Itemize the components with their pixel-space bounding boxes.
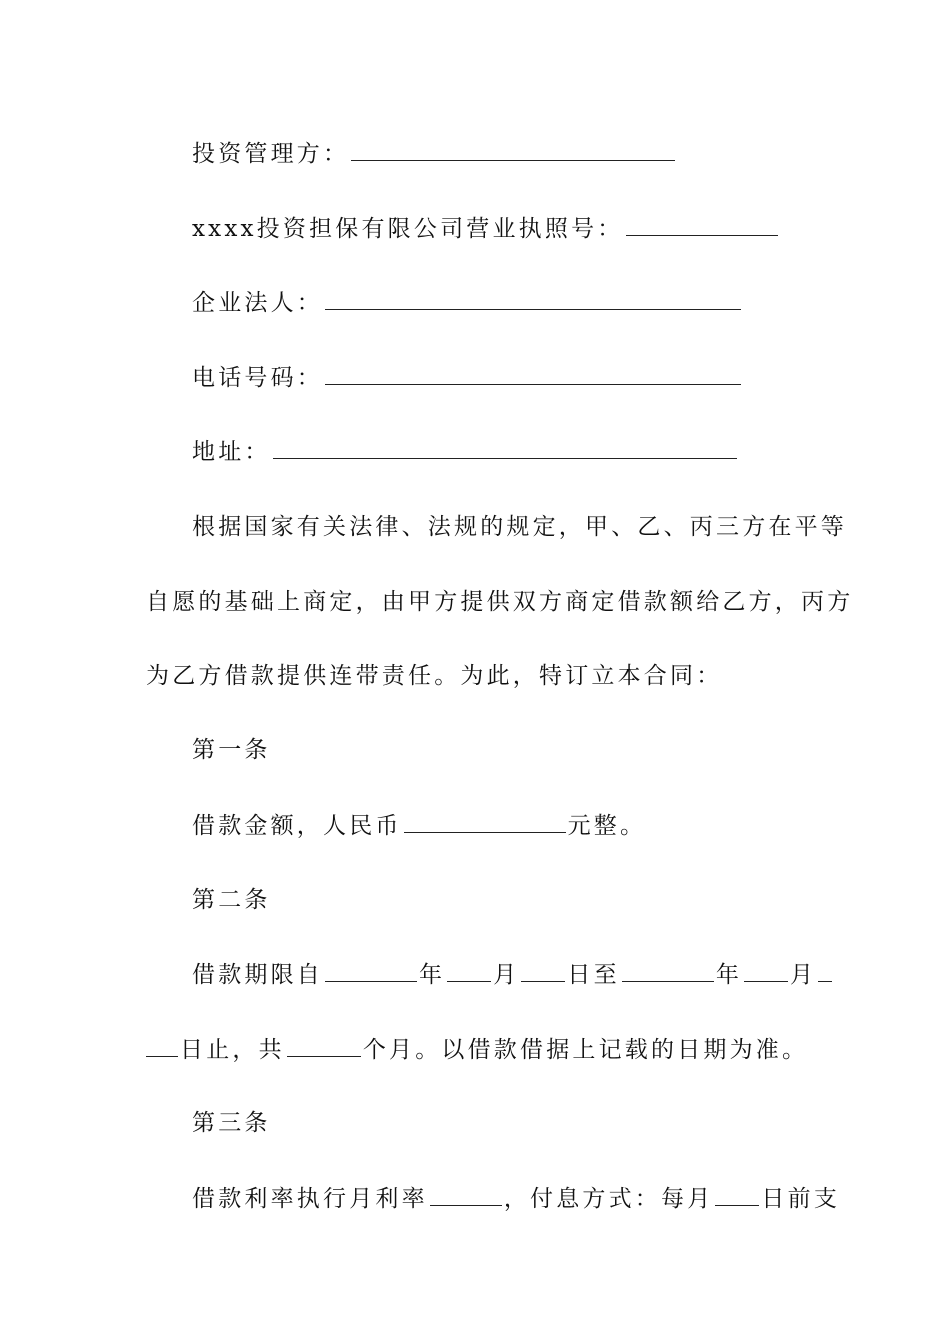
- end-year-blank[interactable]: [622, 959, 714, 982]
- monthly-rate-blank[interactable]: [430, 1183, 502, 1206]
- term-line-1: [192, 959, 834, 990]
- address-label: 地址：: [192, 439, 271, 465]
- day-to-label: 日至: [567, 962, 620, 988]
- start-month-blank[interactable]: [447, 959, 491, 982]
- end-month-blank[interactable]: [744, 959, 788, 982]
- rate-line: [192, 1183, 840, 1214]
- term-pre: 借款期限自: [192, 962, 323, 988]
- legal-person-blank[interactable]: [325, 287, 741, 310]
- start-month-label: 月: [493, 962, 520, 988]
- term-months: 个月。以借款借据上记载的日期为准。: [362, 1037, 809, 1063]
- manager-line: [192, 138, 677, 169]
- term-months-blank[interactable]: [287, 1034, 361, 1057]
- preamble-line-3: 为乙方借款提供连带责任。为此，特订立本合同：: [146, 663, 723, 689]
- loan-amount-post: 元整。: [567, 813, 647, 839]
- legal-person-label: 企业法人：: [192, 290, 323, 316]
- legal-person-line: [192, 287, 743, 318]
- license-line: [192, 213, 780, 244]
- end-year-label: 年: [715, 962, 743, 988]
- address-blank[interactable]: [273, 436, 737, 459]
- loan-amount-pre: 借款金额，人民币: [192, 813, 402, 839]
- license-label: xxxx投资担保有限公司营业执照号：: [192, 216, 624, 242]
- term-end: 日止，共: [180, 1037, 285, 1063]
- phone-label: 电话号码：: [192, 365, 323, 391]
- end-day-blank-cont[interactable]: [146, 1034, 178, 1057]
- term-line-2: [146, 1034, 808, 1065]
- manager-blank[interactable]: [351, 138, 675, 161]
- preamble-line-2: 自愿的基础上商定，由甲方提供双方商定借款额给乙方，丙方: [146, 589, 854, 615]
- rate-pre: 借款利率执行月利率: [192, 1186, 428, 1212]
- rate-mid: ，付息方式：每月: [503, 1186, 714, 1212]
- pay-day-blank[interactable]: [715, 1183, 759, 1206]
- rate-post: 日前支: [761, 1186, 841, 1212]
- end-day-blank-start[interactable]: [818, 959, 832, 982]
- address-line: [192, 436, 739, 467]
- article-2-heading: 第二条: [192, 887, 271, 913]
- preamble-line-1: 根据国家有关法律、法规的规定，甲、乙、丙三方在平等: [192, 514, 847, 540]
- article-3-heading: 第三条: [192, 1110, 271, 1136]
- article-1-heading: 第一条: [192, 737, 271, 763]
- start-year-label: 年: [419, 962, 446, 988]
- phone-line: [192, 362, 743, 393]
- start-day-blank[interactable]: [521, 959, 565, 982]
- loan-amount-blank[interactable]: [404, 810, 566, 833]
- start-year-blank[interactable]: [325, 959, 417, 982]
- manager-label: 投资管理方：: [192, 141, 350, 167]
- end-month-label: 月: [790, 962, 817, 988]
- loan-amount-line: [192, 810, 646, 841]
- license-blank[interactable]: [626, 213, 778, 236]
- phone-blank[interactable]: [325, 362, 741, 385]
